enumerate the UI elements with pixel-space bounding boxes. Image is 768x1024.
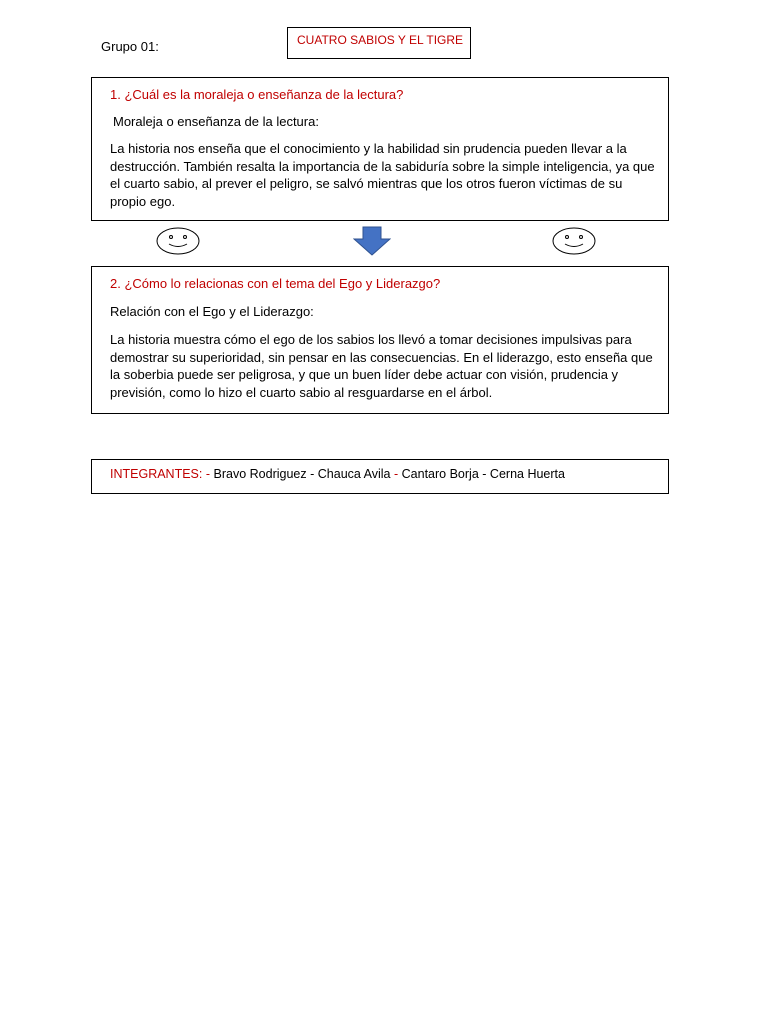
smiley-face-icon <box>156 227 200 255</box>
members-separator: - <box>205 467 211 481</box>
question-2-subtitle: Relación con el Ego y el Liderazgo: <box>110 304 314 319</box>
members-box <box>91 459 669 494</box>
member-name: Cantaro Borja <box>401 467 479 481</box>
members-line <box>110 467 565 481</box>
question-1-box <box>91 77 669 221</box>
smiley-face-icon <box>552 227 596 255</box>
question-2-body: La historia muestra cómo el ego de los sabios los llevó a tomar decisiones impulsivas para demostrar su superioridad, sin pensar en las consecuencias. En el liderazgo, esto enseña que la soberbia puede ser peligrosa, y que un buen líder debe actuar con visión, prudencia y previsión, como lo hizo el cuarto sabio al resguardarse en el árbol. <box>110 332 653 401</box>
question-2-title: 2. ¿Cómo lo relacionas con el tema del Ego y Liderazgo? <box>110 276 441 291</box>
arrow-down-icon <box>353 226 391 256</box>
member-name: Bravo Rodriguez <box>213 467 307 481</box>
title-box <box>287 27 471 59</box>
member-name: Cerna Huerta <box>489 467 565 481</box>
question-1-subtitle: Moraleja o enseñanza de la lectura: <box>113 114 319 129</box>
question-1-body: La historia nos enseña que el conocimiento y la habilidad sin prudencia pueden llevar a la destrucción. También resalta la importancia de la sabiduría sobre la simple inteligencia, ya que el cuarto sabio, al prever el peligro, se salvó mientras que los otros fueron víctimas de su propio ego. <box>110 141 655 210</box>
members-separator: - <box>482 467 487 481</box>
member-name: Chauca Avila <box>317 467 391 481</box>
group-label: Grupo 01: <box>101 39 159 54</box>
members-separator: - <box>394 467 399 481</box>
question-1-title: 1. ¿Cuál es la moraleja o enseñanza de la lectura? <box>110 87 404 102</box>
question-2-box <box>91 266 669 414</box>
members-separator: - <box>310 467 315 481</box>
document-title: CUATRO SABIOS Y EL TIGRE <box>297 33 464 47</box>
members-label: INTEGRANTES: <box>110 467 203 481</box>
